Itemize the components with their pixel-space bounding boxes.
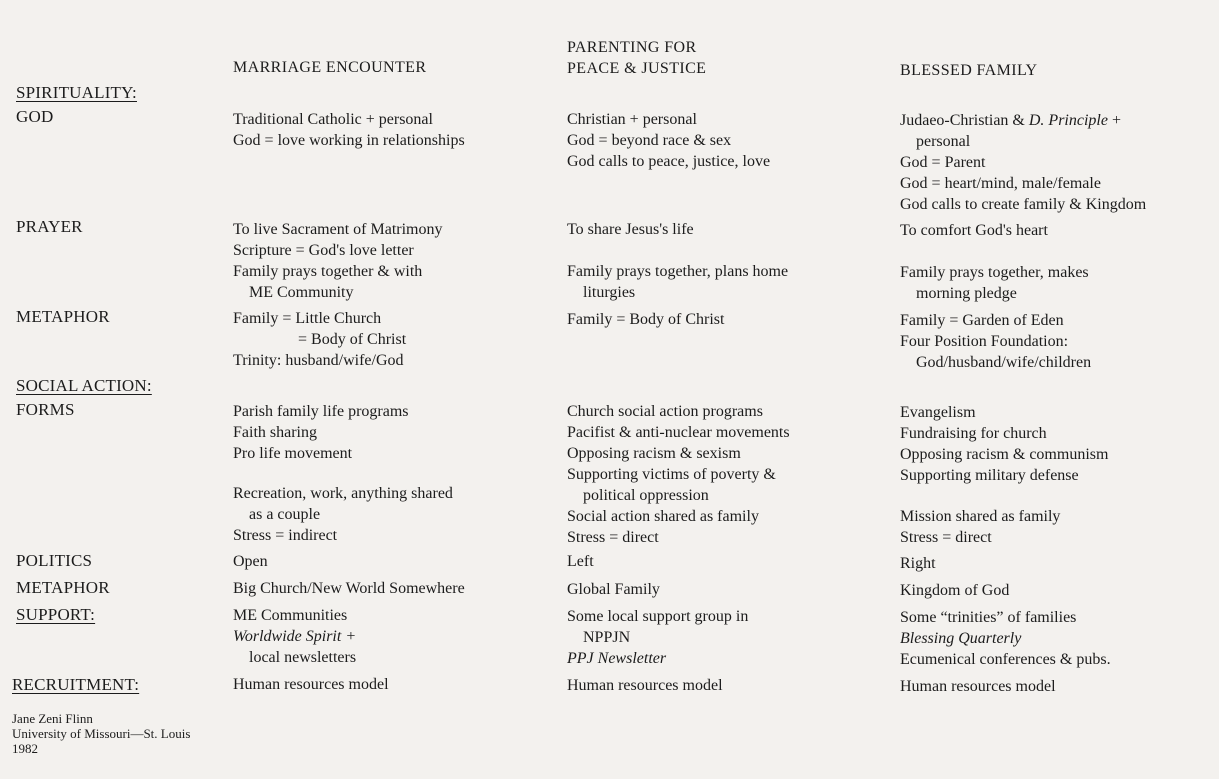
footer-institution: University of Missouri—St. Louis	[12, 726, 191, 741]
me-forms-line: Parish family life programs	[233, 403, 409, 420]
bf-prayer-line: To comfort God's heart	[900, 222, 1048, 239]
bf-god-text: +	[1107, 112, 1121, 129]
bf-forms-cell	[900, 402, 1108, 486]
bf-god-line: God = Parent	[900, 154, 986, 171]
ppj-prayer-cell	[567, 219, 694, 240]
ppj-god-line: God = beyond race & sex	[567, 132, 732, 149]
header-blessed-family: BLESSED FAMILY	[900, 62, 1038, 79]
me-forms-line: Pro life movement	[233, 445, 353, 462]
bf-metaphor-line: Four Position Foundation:	[900, 333, 1069, 350]
bf-support-line: Blessing Quarterly	[900, 630, 1022, 647]
me-support-line: local newsletters	[249, 649, 357, 666]
ppj-forms-line: Supporting victims of poverty &	[567, 466, 776, 483]
ppj-god-line: God calls to peace, justice, love	[567, 153, 771, 170]
bf-god-cell	[900, 110, 1146, 215]
ppj-metaphor-2: Global Family	[567, 581, 660, 598]
me-support-cell	[233, 605, 356, 668]
ppj-politics: Left	[567, 553, 594, 570]
bf-forms-cell-2	[900, 506, 1060, 548]
me-god-line: God = love working in relationships	[233, 132, 465, 149]
me-prayer-cell	[233, 219, 443, 303]
bf-prayer-cell	[900, 220, 1048, 241]
row-label-recruitment: RECRUITMENT:	[12, 675, 140, 694]
bf-forms-line: Supporting military defense	[900, 467, 1079, 484]
me-politics: Open	[233, 553, 268, 570]
me-recruitment: Human resources model	[233, 676, 389, 693]
me-forms-line: Faith sharing	[233, 424, 317, 441]
bf-forms-line: Stress = direct	[900, 529, 992, 546]
ppj-forms-line: Pacifist & anti-nuclear movements	[567, 424, 790, 441]
ppj-forms-line: Church social action programs	[567, 403, 763, 420]
ppj-recruitment: Human resources model	[567, 677, 723, 694]
row-label-metaphor-2: METAPHOR	[16, 578, 110, 597]
me-forms-cell-2	[233, 483, 453, 546]
me-god-cell	[233, 109, 465, 151]
ppj-support-cell	[567, 606, 748, 669]
row-label-social-action: SOCIAL ACTION:	[16, 376, 152, 395]
row-label-forms: FORMS	[16, 400, 75, 419]
me-prayer-line: ME Community	[249, 284, 354, 301]
footer-author: Jane Zeni Flinn	[12, 711, 93, 726]
bf-god-principle: D. Principle	[1028, 112, 1108, 129]
ppj-support-line: Some local support group in	[567, 608, 749, 625]
me-forms-cell	[233, 401, 409, 464]
me-metaphor-line: Family = Little Church	[233, 310, 382, 327]
bf-god-line	[900, 110, 1146, 131]
me-metaphor-cell	[233, 308, 406, 371]
me-metaphor-line: Trinity: husband/wife/God	[233, 352, 404, 369]
footer-year: 1982	[12, 741, 38, 756]
me-metaphor-2: Big Church/New World Somewhere	[233, 580, 465, 597]
ppj-forms-line: political oppression	[583, 487, 709, 504]
ppj-forms-cell	[567, 401, 790, 548]
ppj-prayer-line: Family prays together, plans home	[567, 263, 789, 280]
me-support-line: ME Communities	[233, 607, 348, 624]
header-parenting-line2: PEACE & JUSTICE	[567, 60, 707, 77]
bf-prayer-line: Family prays together, makes	[900, 264, 1089, 281]
ppj-prayer-line: liturgies	[583, 284, 636, 301]
me-prayer-line: Scripture = God's love letter	[233, 242, 414, 259]
header-parenting-line1: PARENTING FOR	[567, 39, 697, 56]
bf-metaphor-line: Family = Garden of Eden	[900, 312, 1064, 329]
bf-metaphor-line: God/husband/wife/children	[916, 354, 1092, 371]
ppj-prayer-line: To share Jesus's life	[567, 221, 694, 238]
header-marriage-encounter: MARRIAGE ENCOUNTER	[233, 59, 427, 76]
ppj-forms-line: Opposing racism & sexism	[567, 445, 741, 462]
bf-forms-line: Mission shared as family	[900, 508, 1061, 525]
bf-god-line: personal	[916, 133, 971, 150]
bf-forms-line: Opposing racism & communism	[900, 446, 1109, 463]
bf-god-line: God = heart/mind, male/female	[900, 175, 1101, 192]
bf-forms-line: Fundraising for church	[900, 425, 1047, 442]
ppj-support-line: PPJ Newsletter	[567, 650, 667, 667]
me-support-line: Worldwide Spirit +	[233, 628, 357, 645]
ppj-support-line: NPPJN	[583, 629, 631, 646]
row-label-god: GOD	[16, 107, 54, 126]
me-forms-line: Recreation, work, anything shared	[233, 485, 453, 502]
bf-support-line: Some “trinities” of families	[900, 609, 1077, 626]
me-metaphor-line: = Body of Christ	[298, 331, 407, 348]
me-god-line: Traditional Catholic + personal	[233, 111, 433, 128]
me-forms-line: Stress = indirect	[233, 527, 338, 544]
bf-prayer-line: morning pledge	[916, 285, 1017, 302]
ppj-forms-line: Stress = direct	[567, 529, 659, 546]
bf-support-line: Ecumenical conferences & pubs.	[900, 651, 1111, 668]
ppj-metaphor: Family = Body of Christ	[567, 311, 725, 328]
row-label-politics: POLITICS	[16, 551, 93, 570]
bf-god-line: God calls to create family & Kingdom	[900, 196, 1147, 213]
bf-metaphor-cell	[900, 310, 1091, 373]
bf-recruitment: Human resources model	[900, 678, 1056, 695]
bf-prayer-cell-2	[900, 262, 1089, 304]
row-label-support: SUPPORT:	[16, 605, 96, 624]
me-forms-line: as a couple	[249, 506, 321, 523]
me-prayer-line: To live Sacrament of Matrimony	[233, 221, 443, 238]
ppj-prayer-cell-2	[567, 261, 788, 303]
row-label-prayer: PRAYER	[16, 217, 83, 236]
row-label-spirituality: SPIRITUALITY:	[16, 83, 137, 102]
row-label-metaphor: METAPHOR	[16, 307, 110, 326]
bf-metaphor-2: Kingdom of God	[900, 582, 1010, 599]
ppj-god-line: Christian + personal	[567, 111, 697, 128]
ppj-forms-line: Social action shared as family	[567, 508, 759, 525]
footer-credit	[12, 711, 190, 756]
bf-politics: Right	[900, 555, 936, 572]
bf-god-text: Judaeo-Christian &	[900, 112, 1029, 129]
bf-forms-line: Evangelism	[900, 404, 976, 421]
ppj-god-cell	[567, 109, 770, 172]
bf-support-cell	[900, 607, 1111, 670]
me-prayer-line: Family prays together & with	[233, 263, 423, 280]
